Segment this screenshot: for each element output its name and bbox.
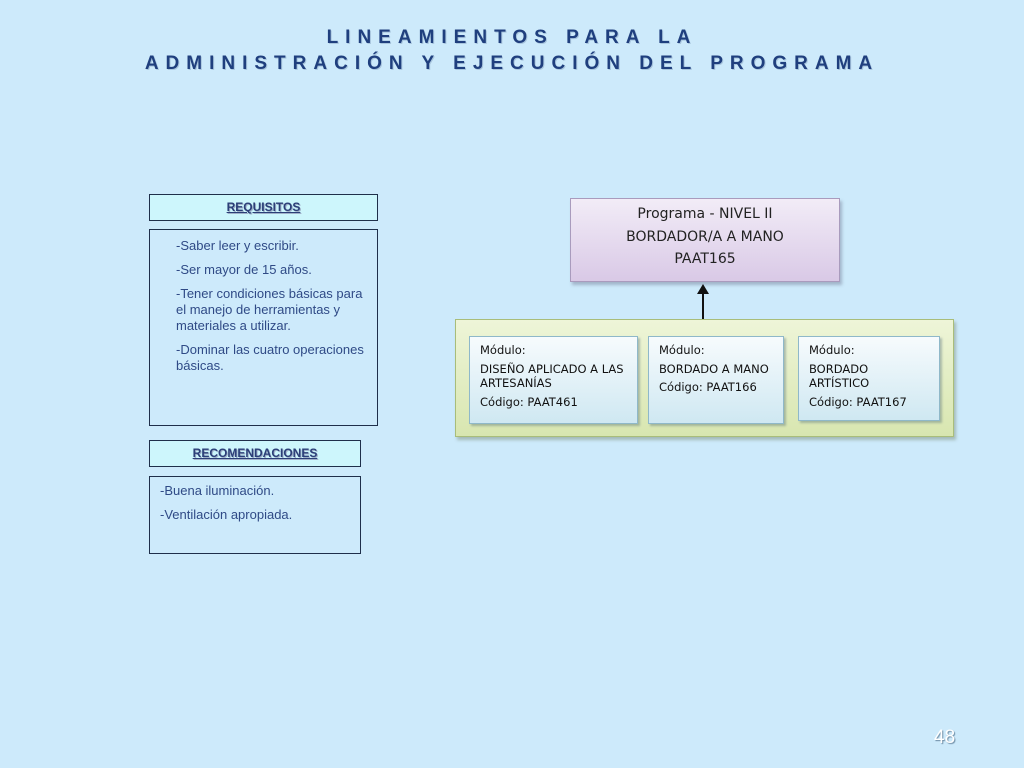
recomendaciones-list — [149, 476, 361, 554]
requisitos-list — [149, 229, 378, 426]
slide-title-line-2: ADMINISTRACIÓN Y EJECUCIÓN DEL PROGRAMA — [144, 53, 880, 74]
requisito-item: -Ser mayor de 15 años. — [176, 262, 312, 277]
page-number: 48 — [934, 727, 956, 748]
module-label: Módulo: — [809, 343, 855, 357]
slide-title-line-1: LINEAMIENTOS PARA LA — [326, 27, 698, 48]
module-name: BORDADO ARTÍSTICO — [809, 361, 870, 390]
module-card — [469, 336, 638, 424]
recomendacion-item: -Ventilación apropiada. — [160, 507, 293, 522]
recomendaciones-header: RECOMENDACIONES — [149, 440, 361, 467]
module-code: Código: PAAT461 — [480, 394, 578, 409]
programa-box — [570, 198, 840, 282]
programa-code: PAAT165 — [674, 251, 736, 267]
recomendacion-item: -Buena iluminación. — [160, 483, 275, 498]
module-label: Módulo: — [659, 343, 705, 357]
module-card — [648, 336, 784, 424]
connector-arrow-line — [702, 292, 704, 320]
requisito-item: -Dominar las cuatro operaciones básicas. — [176, 342, 364, 373]
module-name: BORDADO A MANO — [659, 361, 769, 376]
module-label: Módulo: — [480, 343, 526, 357]
programa-name: BORDADOR/A A MANO — [626, 228, 784, 245]
module-code: Código: PAAT166 — [659, 380, 757, 394]
requisito-item: -Tener condiciones básicas para el manejo de herramientas y materiales a utilizar. — [176, 286, 363, 333]
module-card — [798, 336, 940, 421]
programa-level: Programa - NIVEL II — [637, 206, 773, 222]
requisito-item: -Saber leer y escribir. — [176, 238, 299, 253]
requisitos-header: REQUISITOS — [149, 194, 378, 221]
module-name: DISEÑO APLICADO A LAS ARTESANÍAS — [480, 361, 624, 390]
module-code: Código: PAAT167 — [809, 394, 907, 409]
